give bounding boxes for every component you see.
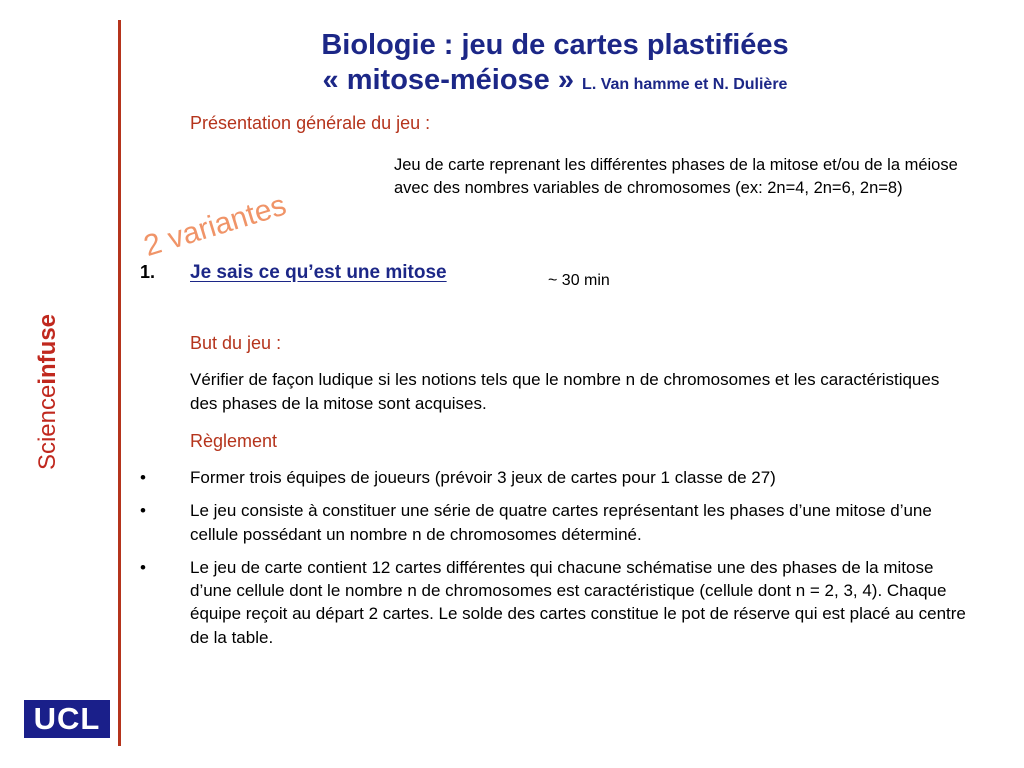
brand-part-infuse: infuse [34,313,61,385]
scienceinfuse-brand [34,314,62,470]
bullet: • [140,468,146,487]
brand-part-science: Science [34,384,61,471]
title-authors: L. Van hamme et N. Dulière [582,75,788,93]
section-duration: ~ 30 min [548,272,610,289]
but-heading: But du jeu : [190,333,282,353]
reglement-heading: Règlement [190,431,278,451]
presentation-text: Jeu de carte reprenant les différentes phases de la mitose et/ou de la méiose avec des nombres variables de chromosomes (ex: 2n=4, 2n=6, 2n=8) [394,156,958,198]
slide-title [190,28,920,98]
vertical-divider [118,20,121,746]
but-text: Vérifier de façon ludique si les notions tels que le nombre n de chromosomes et les caractéristiques des phases de la mitose sont acquises. [190,370,940,414]
title-game-name: « mitose-méiose » [322,63,574,96]
rules-list [140,466,970,659]
list-item [140,466,970,489]
title-line-1: Biologie : jeu de cartes plastifiées [321,29,789,61]
list-item [140,499,970,546]
section-title-link[interactable]: Je sais ce qu’est une mitose [190,262,447,283]
presentation-heading: Présentation générale du jeu : [190,113,431,133]
list-item [140,556,970,649]
bullet: • [140,501,146,521]
ucl-logo: UCL [24,700,110,738]
bullet: • [140,557,146,577]
rule-text: Former trois équipes de joueurs (prévoir 3 jeux de cartes pour 1 classe de 27) [190,468,776,487]
rule-text: Le jeu consiste à constituer une série de quatre cartes représentant les phases d’une mitose d’une cellule possédant un nombre n de chromosomes déterminé. [190,501,932,544]
section-number: 1. [140,262,156,282]
variantes-label: 2 variantes [140,188,291,264]
rule-text: Le jeu de carte contient 12 cartes différentes qui chacune schématise une des phases de la mitose d’une cellule dont le nombre n de chromosomes est caractéristique (cellule dont n = 2, 3, 4). Chaque équipe reçoit au départ 2 cartes. Le solde des cartes constitue le pot de réserve qui est placé au centre de la table. [190,557,966,647]
title-line-2 [190,63,920,98]
